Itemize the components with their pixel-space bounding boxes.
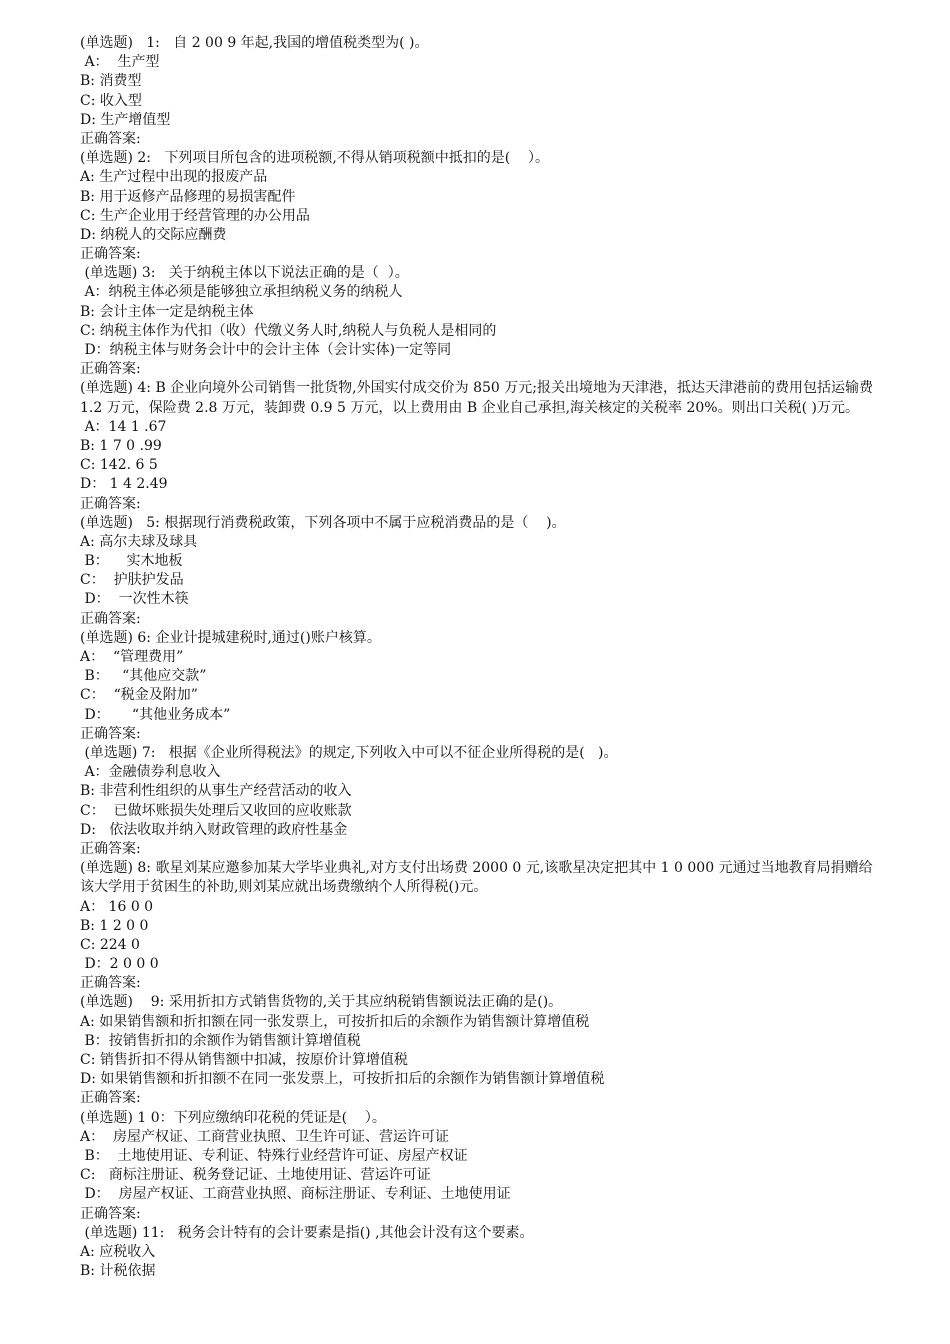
question-9-option-c: C: 销售折扣不得从销售额中扣减，按原价计算增值税	[80, 1052, 408, 1068]
question-6-option-a: A： “管理费用”	[80, 649, 184, 666]
question-3-stem: (单选题) 3: 关于纳税主体以下说法正确的是（ ）。	[80, 265, 409, 282]
document-body	[80, 34, 880, 1281]
question-2-option-d: D: 纳税人的交际应酬费	[80, 226, 227, 243]
question-11-option-a: A: 应税收入	[80, 1243, 156, 1260]
question-5-stem: (单选题) 5: 根据现行消费税政策，下列各项中不属于应税消费品的是（ )。	[80, 514, 566, 531]
question-6-option-b: B： “其他应交款”	[80, 668, 207, 685]
question-10-option-b: B： 土地使用证、专利证、特殊行业经营许可证、房屋产权证	[80, 1147, 468, 1164]
question-3-option-a: A：纳税主体必须是能够独立承担纳税义务的纳税人	[80, 284, 403, 301]
question-2-option-b: B: 用于返修产品修理的易损害配件	[80, 188, 296, 205]
question-4-option-c: C: 142. 6 5	[80, 457, 158, 474]
question-4-option-b: B: 1 7 0 .99	[80, 437, 162, 454]
question-1-stem: (单选题) 1: 自 2 00 9 年起,我国的增值税类型为( )。	[80, 35, 429, 51]
question-5-option-b: B： 实木地板	[80, 553, 183, 570]
question-7-option-b: B: 非营利性组织的从事生产经营活动的收入	[80, 783, 352, 800]
question-1-option-d: D: 生产增值型	[80, 111, 171, 128]
question-4-option-a: A：14 1 .67	[80, 418, 167, 435]
question-10-stem: (单选题) 1 0：下列应缴纳印花税的凭证是( ）。	[80, 1109, 386, 1126]
question-6-answer-label: 正确答案:	[80, 725, 141, 742]
question-11-stem: (单选题) 11: 税务会计特有的会计要素是指() ,其他会计没有这个要素。	[80, 1224, 534, 1241]
question-1-option-c: C: 收入型	[80, 92, 142, 109]
question-3-option-d: D：纳税主体与财务会计中的会计主体（会计实体)一定等同	[80, 342, 452, 358]
question-7-option-a: A：金融债券利息收入	[80, 764, 221, 781]
question-10-option-d: D： 房屋产权证、工商营业执照、商标注册证、专利证、土地使用证	[80, 1186, 511, 1203]
question-4-option-d: D： 1 4 2.49	[80, 476, 168, 493]
question-10-option-c: C: 商标注册证、税务登记证、土地使用证、营运许可证	[80, 1167, 431, 1184]
question-5-option-a: A: 高尔夫球及球具	[80, 533, 198, 550]
question-7-option-d: D: 依法收取并纳入财政管理的政府性基金	[80, 821, 348, 838]
question-7-answer-label: 正确答案:	[80, 840, 141, 857]
question-8-option-b: B: 1 2 0 0	[80, 917, 149, 934]
question-9-option-d: D: 如果销售额和折扣额不在同一张发票上，可按折扣后的余额作为销售额计算增值税	[80, 1071, 605, 1088]
question-8-option-d: D：2 0 0 0	[80, 956, 159, 973]
question-4-answer-label: 正确答案:	[80, 495, 141, 512]
question-8-stem: (单选题) 8: 歌星刘某应邀参加某大学毕业典礼,对方支付出场费 2000 0 元,该歌星决定把其中 1 0 000 元通过当地教育局捐赠给该大学用于贫困生的补助,则刘某应就出场费缴纳个人所得税()元。	[80, 860, 873, 896]
question-3-option-b: B: 会计主体一定是纳税主体	[80, 303, 254, 320]
question-9-option-a: A: 如果销售额和折扣额在同一张发票上，可按折扣后的余额作为销售额计算增值税	[80, 1013, 590, 1030]
question-1-option-a: A： 生产型	[80, 54, 160, 71]
question-5-answer-label: 正确答案:	[80, 610, 141, 627]
question-2-stem: (单选题) 2: 下列项目所包含的进项税额,不得从销项税额中抵扣的是( ）。	[80, 150, 550, 167]
question-10-answer-label: 正确答案:	[80, 1205, 141, 1222]
question-10-option-a: A： 房屋产权证、工商营业执照、卫生许可证、营运许可证	[80, 1128, 450, 1145]
question-9-stem: (单选题) 9: 采用折扣方式销售货物的,关于其应纳税销售额说法正确的是()。	[80, 994, 563, 1011]
question-5-option-c: C： 护肤护发品	[80, 572, 184, 589]
question-1-answer-label: 正确答案:	[80, 130, 141, 147]
question-11-option-b: B: 计税依据	[80, 1263, 156, 1280]
question-7-stem: (单选题) 7: 根据《企业所得税法》的规定,下列收入中可以不征企业所得税的是( )。	[80, 744, 618, 761]
question-3-answer-label: 正确答案:	[80, 361, 141, 378]
question-9-answer-label: 正确答案:	[80, 1090, 141, 1107]
question-6-option-d: D： “其他业务成本”	[80, 706, 231, 723]
question-2-answer-label: 正确答案:	[80, 246, 141, 263]
question-3-option-c: C: 纳税主体作为代扣（收）代缴义务人时,纳税人与负税人是相同的	[80, 322, 497, 339]
question-5-option-d: D： 一次性木筷	[80, 591, 189, 608]
question-4-stem: (单选题) 4: B 企业向境外公司销售一批货物,外国实付成交价为 850 万元;报关出境地为天津港，抵达天津港前的费用包括运输费 1.2 万元，保险费 2.8 万元，装卸费 0.9 5 万元，以上费用由 B 企业自己承担,海关核定的关税率 20%。则出口关税( )万元。	[80, 380, 878, 416]
question-1-option-b: B: 消费型	[80, 73, 142, 90]
question-8-answer-label: 正确答案:	[80, 975, 141, 992]
question-2-option-c: C: 生产企业用于经营管理的办公用品	[80, 207, 310, 224]
question-6-stem: (单选题) 6: 企业计提城建税时,通过()账户核算。	[80, 629, 381, 646]
question-8-option-a: A： 16 0 0	[80, 898, 154, 915]
question-6-option-c: C： “税金及附加”	[80, 687, 198, 704]
question-7-option-c: C： 已做坏账损失处理后又收回的应收账款	[80, 802, 352, 819]
question-9-option-b: B：按销售折扣的余额作为销售额计算增值税	[80, 1032, 361, 1049]
question-8-option-c: C: 224 0	[80, 936, 140, 953]
question-2-option-a: A: 生产过程中出现的报废产品	[80, 169, 268, 186]
